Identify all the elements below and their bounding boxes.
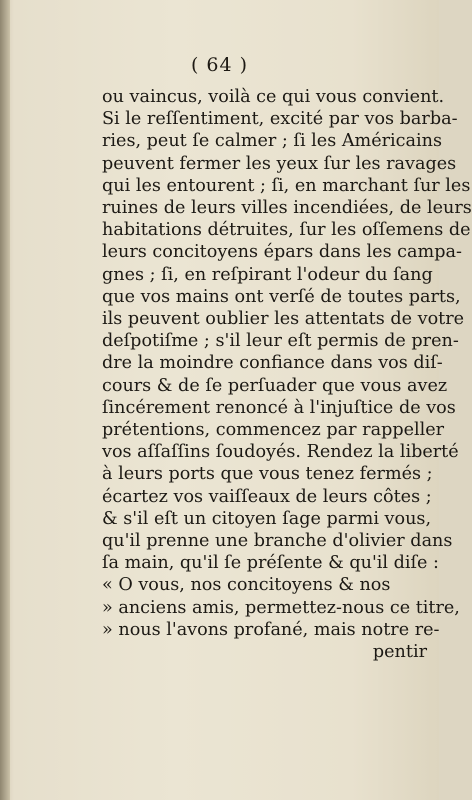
text-line: ſincérement renoncé à l'injuſtice de vos (102, 397, 456, 418)
text-line: » anciens amis, permettez-nous ce titre, (102, 597, 460, 618)
text-line: ruines de leurs villes incendiées, de leurs (102, 198, 472, 219)
catchword: pentir (372, 642, 427, 663)
text-line: vos aſſaſſins ſoudoyés. Rendez la liberté (102, 442, 459, 463)
text-line: prétentions, commencez par rappeller (102, 420, 445, 441)
text-line: peuvent fermer les yeux ſur les ravages (102, 153, 457, 174)
text-line: » nous l'avons profané, mais notre re- (102, 619, 440, 640)
text-line: habitations détruites, ſur les oſſemens de (102, 220, 471, 241)
body-text (102, 86, 472, 663)
text-line: Si le reſſentiment, excité par vos barba- (102, 109, 458, 130)
text-line: qui les entourent ; ſi, en marchant ſur les (102, 175, 471, 196)
page-number: ( 64 ) (190, 54, 249, 76)
text-line: que vos mains ont verſé de toutes parts, (102, 286, 461, 307)
text-line: ries, peut ſe calmer ; ſi les Américains (102, 131, 442, 152)
text-line: cours & de ſe perſuader que vous avez (102, 375, 448, 396)
text-line: ils peuvent oublier les attentats de votre (102, 309, 465, 330)
text-line: leurs concitoyens épars dans les campa- (102, 242, 462, 263)
text-line: ou vaincus, voilà ce qui vous convient. (102, 87, 445, 107)
text-line: « O vous, nos concitoyens & nos (102, 575, 391, 596)
text-line: qu'il prenne une branche d'olivier dans (102, 531, 453, 552)
text-line: à leurs ports que vous tenez fermés ; (102, 464, 433, 485)
text-line: & s'il eſt un citoyen ſage parmi vous, (102, 508, 432, 529)
text-line: ſa main, qu'il ſe préſente & qu'il diſe : (102, 553, 439, 574)
text-line: deſpotiſme ; s'il leur eſt permis de pren- (102, 331, 459, 352)
text-line: gnes ; ſi, en reſpirant l'odeur du ſang (102, 264, 433, 285)
text-line: écartez vos vaiſſeaux de leurs côtes ; (102, 486, 432, 507)
page-gutter-shadow (0, 0, 10, 800)
text-line: dre la moindre confiance dans vos diſ- (102, 353, 443, 374)
